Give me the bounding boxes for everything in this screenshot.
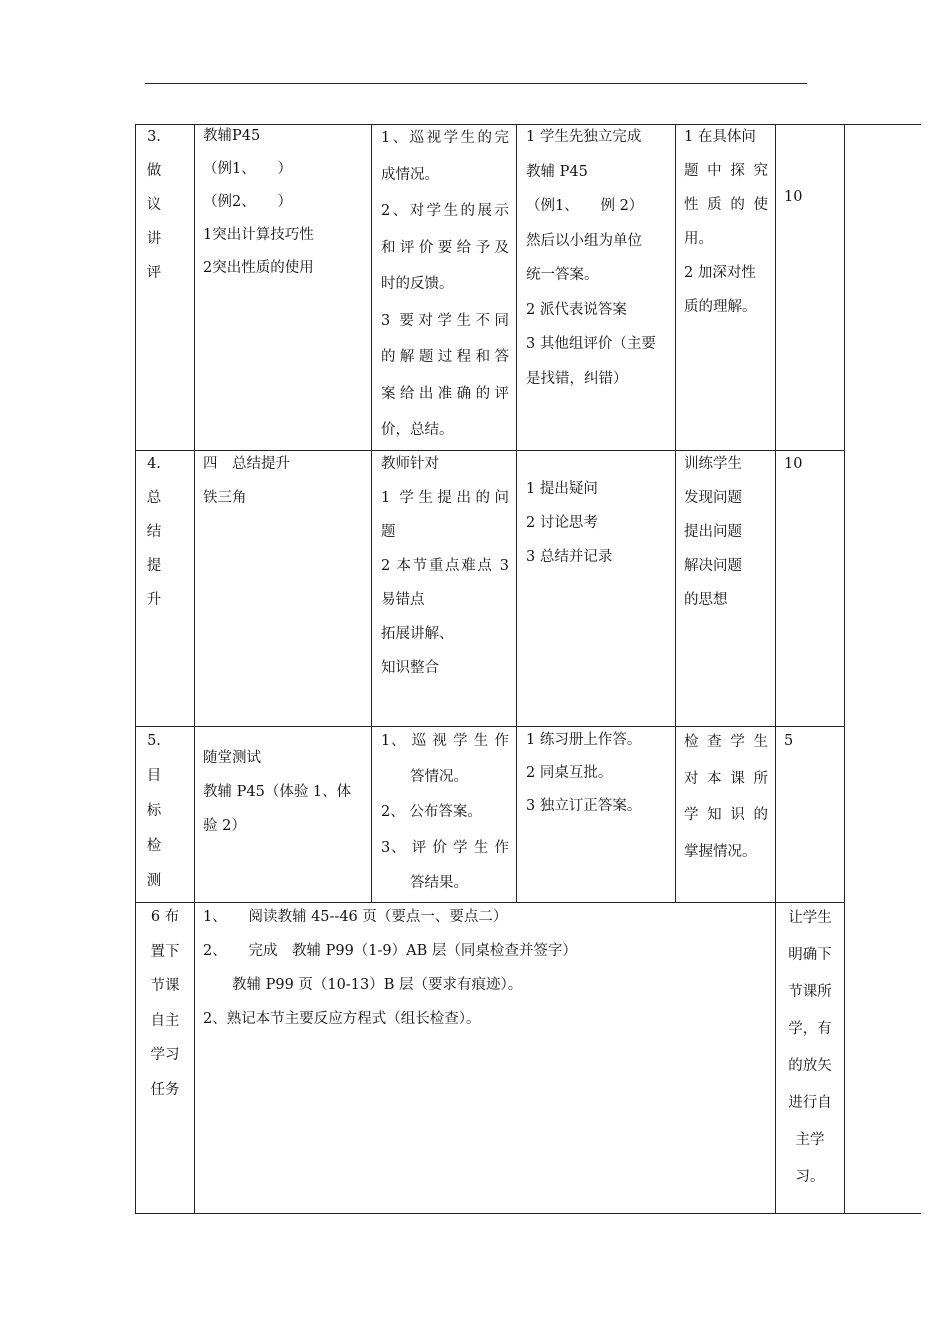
student-activity-5: 1 练习册上作答。 2 同桌互批。 3 独立订正答案。 <box>526 732 642 814</box>
homework-label: 6 布 置下 节课 自主 学习 任务 <box>150 909 180 1098</box>
time-5: 5 <box>784 733 794 749</box>
student-activity-4: 1 提出疑问 2 讨论思考 3 总结并记录 <box>526 481 613 565</box>
step-label-4: 4. 总 结 提 升 <box>146 456 162 608</box>
design-intent-4: 训练学生 发现问题 提出问题 解决问题 的思想 <box>684 456 742 608</box>
header-rule <box>145 83 807 84</box>
step-label-3: 3. 做 议 讲 评 <box>146 129 162 281</box>
content-cell-4: 四 总结提升 铁三角 <box>203 456 290 506</box>
time-4: 10 <box>784 456 803 472</box>
homework-tasks: 1、 阅读教辅 45--46 页（要点一、要点二） 2、 完成 教辅 P99（1-9）AB 层（同桌检查并签字） 教辅 P99 页（10-13）B 层（要求有痕迹）。 2、熟记本节主要反应方程式（组长检查）。 <box>203 909 577 1027</box>
design-intent-3: 1 在具体问 题 中 探 究 性 质 的 使 用。 2 加深对性 质的理解。 <box>684 129 768 315</box>
time-3: 10 <box>784 189 803 205</box>
teacher-activity-3: 1、巡视学生的完 成情况。 2、对学生的展示 和评价要给予及 时的反馈。 3 要对学生不同 的解题过程和答 案给出准确的评 价，总结。 <box>381 130 509 438</box>
teacher-activity-4: 教师针对 1 学生提出的问 题 2 本节重点难点 3 易错点 拓展讲解、 知识整合 <box>381 456 509 676</box>
content-cell-5: 随堂测试 教辅 P45（体验 1、体 验 2） <box>203 750 352 834</box>
teacher-activity-5: 1、 巡 视 学 生 作 答情况。 2、 公布答案。 3、 评 价 学 生 作 答结果。 <box>381 733 509 891</box>
design-intent-5: 检 查 学 生 对 本 课 所 学 知 识 的 掌握情况。 <box>684 734 768 860</box>
content-cell-3: 教辅P45 （例1、 ） （例2、 ） 1突出计算技巧性 2突出性质的使用 <box>203 128 314 276</box>
step-label-5: 5. 目 标 检 测 <box>146 733 162 889</box>
homework-intent: 让学生 明确下 节课所 学，有 的放矢 进行自 主学 习。 <box>788 910 832 1185</box>
student-activity-3: 1 学生先独立完成 教辅 P45 （例1、 例 2） 然后以小组为单位 统一答案。 2 派代表说答案 3 其他组评价（主要 是找错，纠错） <box>526 129 656 387</box>
